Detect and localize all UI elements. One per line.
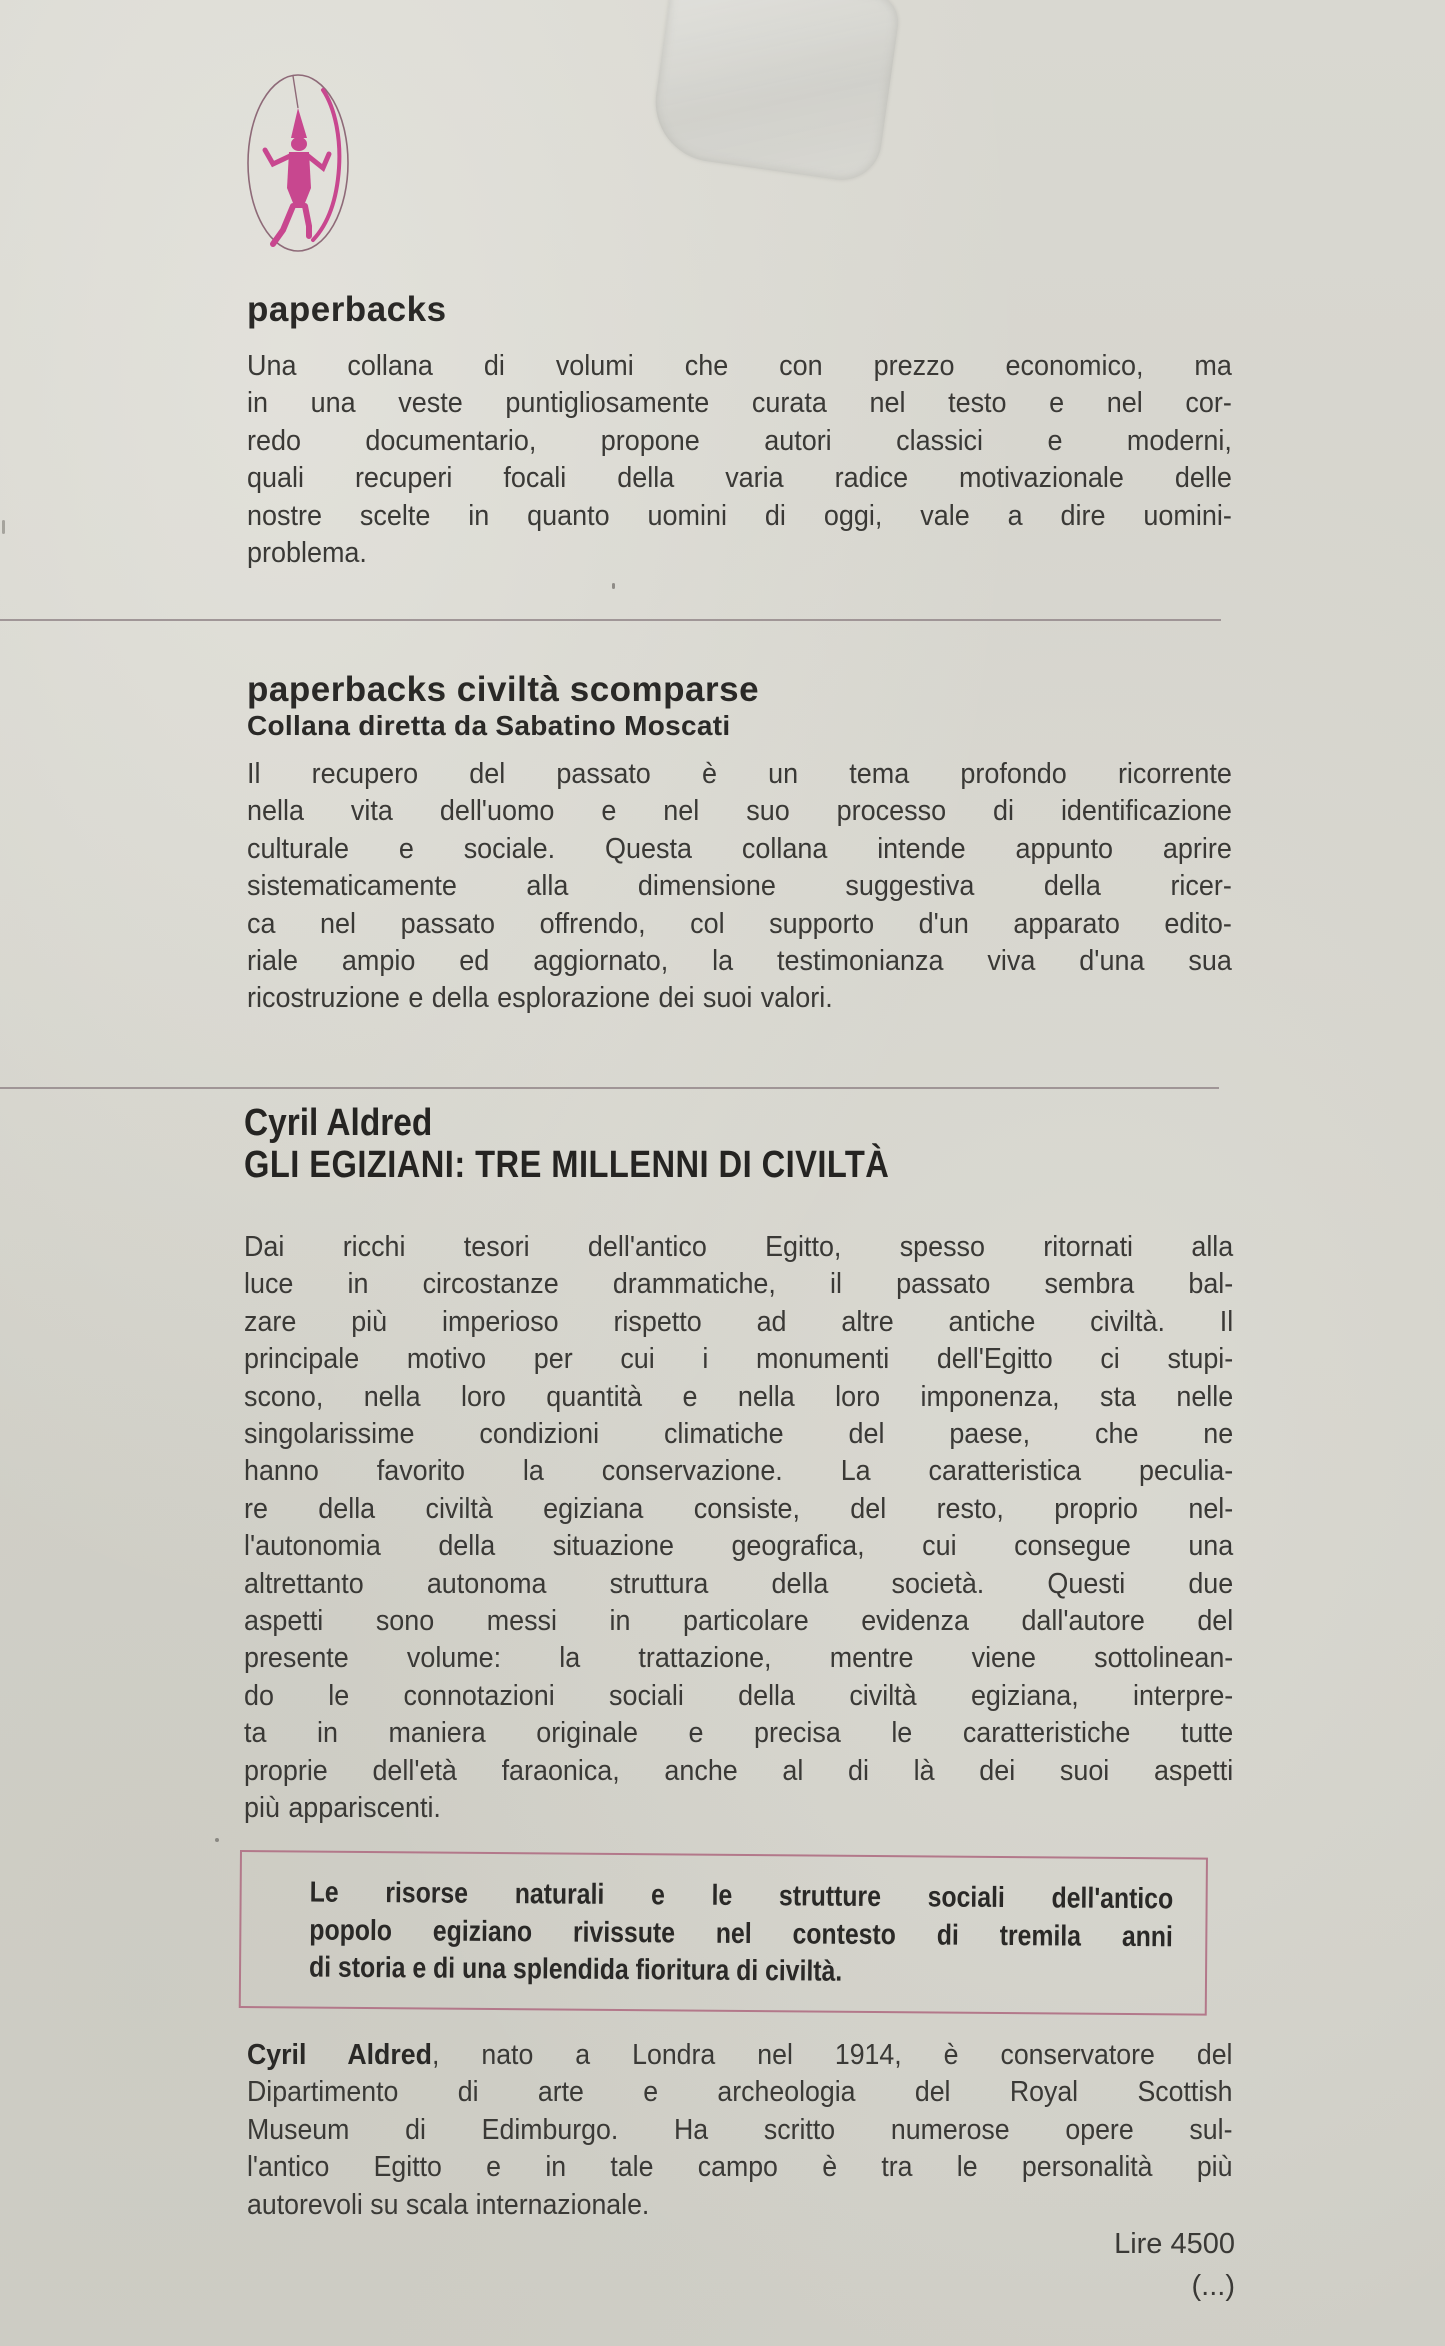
text-line: di storia e di una splendida fioritura di civiltà.	[308, 1951, 843, 1988]
highlight-box	[239, 1850, 1208, 2016]
text-line: Dai ricchi tesori dell'antico Egitto, spesso ritornati alla	[244, 1231, 1234, 1263]
jester-logo-icon	[243, 68, 353, 258]
series-specific-title: paperbacks civiltà scomparse	[247, 670, 760, 709]
text-line: nostre scelte in quanto uomini di oggi, vale a dire uomini-	[247, 499, 1232, 532]
text-line: riale ampio ed aggiornato, la testimonianza viva d'una sua	[247, 945, 1232, 978]
text-line: popolo egiziano rivissute nel contesto di tremila anni	[309, 1914, 1174, 1953]
continuation-ellipsis: (...)	[1191, 2270, 1235, 2302]
text-line: Una collana di volumi che con prezzo economico, ma	[247, 350, 1232, 382]
text-line: principale motivo per cui i monumenti dell'Egitto ci stupi-	[244, 1343, 1234, 1376]
price-label: Lire 4500	[1114, 2228, 1235, 2260]
text-line: re della civiltà egiziana consiste, del resto, proprio nel-	[244, 1492, 1234, 1525]
text-line: zare più imperioso rispetto ad altre antiche civiltà. Il	[244, 1305, 1234, 1338]
text-line: luce in circostanze drammatiche, il passato sembra bal-	[244, 1268, 1234, 1301]
print-speck	[2, 520, 5, 534]
text-line: ta in maniera originale e precisa le caratteristiche tutte	[244, 1717, 1234, 1750]
text-line: scono, nella loro quantità e nella loro imponenza, sta nelle	[244, 1380, 1234, 1413]
text-line: aspetti sono messi in particolare evidenza dall'autore del	[244, 1605, 1234, 1638]
text-line: do le connotazioni sociali della civiltà egiziana, interpre-	[244, 1679, 1234, 1712]
text-line: quali recuperi focali della varia radice motivazionale delle	[247, 462, 1232, 495]
series-general-section	[247, 290, 1232, 330]
text-line: problema.	[247, 537, 367, 570]
text-line: redo documentario, propone autori classici e moderni,	[247, 424, 1232, 457]
text-line: l'autonomia della situazione geografica, cui consegue una	[244, 1530, 1234, 1563]
text-line: singolarissime condizioni climatiche del paese, che ne	[244, 1418, 1234, 1451]
series-general-description	[247, 348, 1232, 572]
series-specific-description	[247, 756, 1232, 1018]
book-title: GLI EGIZIANI: TRE MILLENNI DI CIVILTÀ	[244, 1144, 890, 1186]
section-divider	[0, 1087, 1219, 1089]
series-specific-section	[247, 670, 1232, 743]
print-speck	[612, 583, 615, 589]
book-heading	[244, 1102, 1229, 1186]
series-editor-subtitle: Collana diretta da Sabatino Moscati	[247, 710, 731, 741]
author-bio	[247, 2037, 1232, 2224]
text-line: più appariscenti.	[244, 1792, 441, 1825]
text-line: proprie dell'età faraonica, anche al di là dei suoi aspetti	[244, 1754, 1234, 1787]
text-line: sistematicamente alla dimensione suggestiva della ricer-	[247, 870, 1232, 903]
author-bio-first-line: , nato a Londra nel 1914, è conservatore del	[431, 2039, 1233, 2071]
author-name: Cyril Aldred	[247, 2039, 432, 2071]
print-speck	[215, 1838, 219, 1842]
highlight-text	[309, 1875, 1173, 1994]
text-line: presente volume: la trattazione, mentre viene sottolinean-	[244, 1642, 1234, 1675]
text-line: altrettanto autonoma struttura della società. Questi due	[244, 1567, 1234, 1600]
text-line: autorevoli su scala internazionale.	[247, 2188, 650, 2221]
series-general-title: paperbacks	[247, 290, 447, 329]
text-line: in una veste puntigliosamente curata nel testo e nel cor-	[247, 387, 1232, 420]
text-line: Il recupero del passato è un tema profondo ricorrente	[247, 758, 1232, 790]
text-line: culturale e sociale. Questa collana intende appunto aprire	[247, 832, 1232, 865]
text-line: Dipartimento di arte e archeologia del Royal Scottish	[247, 2076, 1233, 2109]
text-line: ca nel passato offrendo, col supporto d'un apparato edito-	[247, 907, 1232, 940]
text-line: hanno favorito la conservazione. La caratteristica peculia-	[244, 1455, 1234, 1488]
section-divider	[0, 619, 1221, 621]
tape-residue	[648, 0, 902, 185]
text-line: Museum di Edimburgo. Ha scritto numerose opere sul-	[247, 2113, 1233, 2146]
book-description	[244, 1229, 1233, 1828]
text-line: l'antico Egitto e in tale campo è tra le personalità più	[247, 2151, 1233, 2184]
text-line	[247, 2037, 1232, 2074]
book-author: Cyril Aldred	[244, 1102, 433, 1144]
text-line: nella vita dell'uomo e nel suo processo di identificazione	[247, 795, 1232, 828]
text-line: ricostruzione e della esplorazione dei suoi valori.	[247, 982, 833, 1015]
text-line: Le risorse naturali e le strutture sociali dell'antico	[309, 1876, 1174, 1916]
